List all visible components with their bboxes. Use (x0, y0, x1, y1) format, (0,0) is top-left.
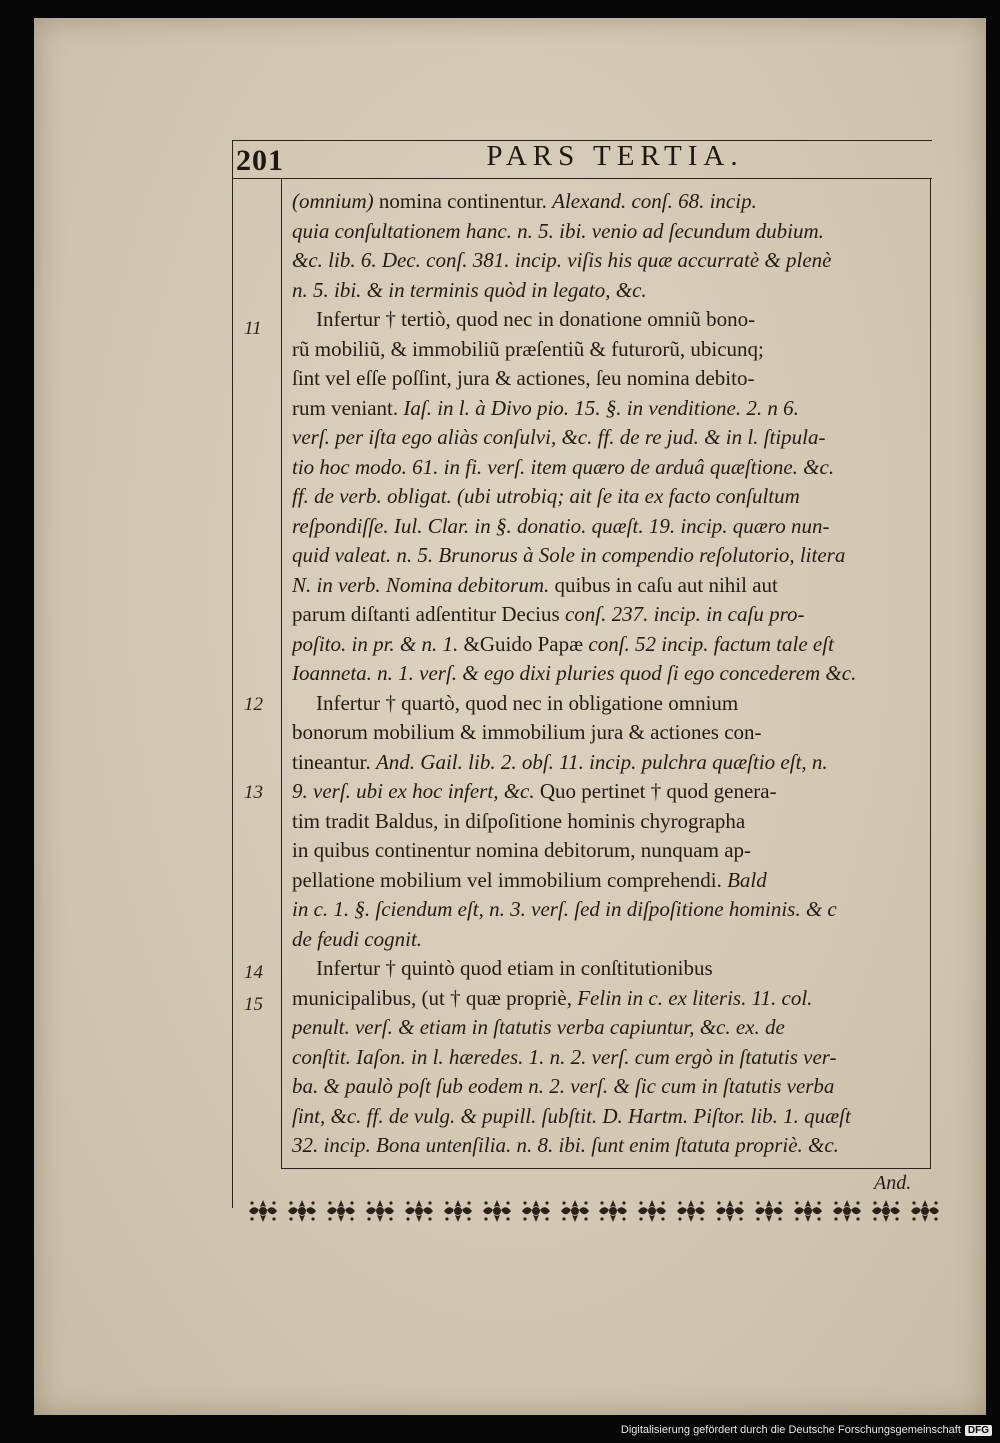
text-line (292, 305, 928, 335)
citation-text: n. 5. ibi. & in terminis quòd in legato, &c. (292, 277, 647, 302)
text-line (292, 600, 928, 630)
digitization-credit (621, 1424, 992, 1436)
text-line (292, 394, 928, 424)
fleuron-ornament-icon (908, 1198, 942, 1224)
margin-number: 13 (244, 782, 263, 803)
text-line (292, 246, 928, 276)
text-line (292, 925, 928, 955)
citation-text: ſint, &c. ff. de vulg. & pupill. ſubſtit. D. Hartm. Piſtor. lib. 1. quæſt (292, 1103, 851, 1128)
citation-text: de feudi cognit. (292, 926, 423, 951)
text-line (292, 482, 928, 512)
fleuron-ornament-icon (791, 1198, 825, 1224)
fleuron-ornament-icon (480, 1198, 514, 1224)
citation-text: 9. verſ. ubi ex hoc infert, &c. (292, 779, 540, 803)
body-text (292, 187, 928, 1161)
text-line (292, 453, 928, 483)
fleuron-ornament-icon (441, 1198, 475, 1224)
margin-number: 14 (244, 962, 263, 983)
citation-text: verſ. per iſta ego aliàs conſulvi, &c. ff. de re jud. & in l. ſtipula- (292, 425, 826, 449)
body-run: tineantur. (292, 749, 376, 774)
citation-text: in c. 1. §. ſciendum eſt, n. 3. verſ. ſed in diſpoſitione hominis. & c (292, 897, 837, 921)
body-run: municipalibus, (ut † quæ propriè, (292, 985, 578, 1010)
body-run: bonorum mobilium & immobilium jura & actiones con- (292, 720, 762, 744)
text-line (292, 954, 928, 984)
fleuron-ornament-icon (752, 1198, 786, 1224)
body-run: Infertur † quintò quod etiam in conſtitutionibus (316, 956, 713, 980)
body-run: Quo pertinet † quod genera- (539, 779, 777, 803)
body-run: Infertur † quartò, quod nec in obligatione omnium (316, 690, 739, 715)
text-line (292, 1043, 928, 1073)
text-line (292, 364, 928, 394)
citation-text: conſ. 52 incip. factum tale eſt (588, 631, 834, 656)
citation-text: ba. & paulò poſt ſub eodem n. 2. verſ. & ſic cum in ſtatutis verba (292, 1074, 835, 1098)
text-line (292, 895, 928, 925)
text-line (292, 689, 928, 719)
fleuron-ornament-icon (285, 1198, 319, 1224)
fleuron-ornament-icon (596, 1198, 630, 1224)
text-line (292, 866, 928, 896)
text-line (292, 777, 928, 807)
text-line (292, 836, 928, 866)
body-run: nomina continentur. (378, 189, 553, 213)
citation-text: tio hoc modo. 61. in fi. verſ. item quæro de arduâ quæſtione. &c. (292, 454, 835, 479)
ornament-band (246, 1196, 942, 1226)
page-number: 201 (236, 144, 284, 177)
margin-number: 15 (244, 994, 263, 1015)
text-line (292, 748, 928, 778)
body-run: in quibus continentur nomina debitorum, nunquam ap- (292, 838, 752, 862)
text-line (292, 718, 928, 748)
body-run: parum diſtanti adſentitur Decius (292, 602, 565, 626)
fleuron-ornament-icon (713, 1198, 747, 1224)
citation-text: (omnium) (292, 189, 379, 213)
text-line (292, 541, 928, 571)
citation-text: quia conſultationem hanc. n. 5. ibi. venio ad ſecundum dubium. (292, 218, 824, 243)
citation-text: penult. verſ. & etiam in ſtatutis verba capiuntur, &c. ex. de (292, 1015, 785, 1039)
fleuron-ornament-icon (674, 1198, 708, 1224)
citation-text: conſtit. Iaſon. in l. hæredes. 1. n. 2. verſ. cum ergò in ſtatutis ver- (292, 1044, 837, 1069)
frame-rule-right (930, 178, 931, 1168)
citation-text: Iaſ. in l. à Divo pio. 15. §. in venditione. 2. n 6. (403, 395, 799, 420)
text-line (292, 423, 928, 453)
header-rule (232, 178, 932, 179)
margin-number: 11 (244, 318, 262, 339)
text-line (292, 187, 928, 217)
frame-rule-bottom (281, 1168, 931, 1169)
body-run: &Guido Papæ (463, 631, 589, 656)
fleuron-ornament-icon (402, 1198, 436, 1224)
fleuron-ornament-icon (869, 1198, 903, 1224)
citation-text: quid valeat. n. 5. Brunorus à Sole in compendio reſolutorio, litera (292, 543, 846, 567)
fleuron-ornament-icon (324, 1198, 358, 1224)
text-line (292, 984, 928, 1014)
citation-text: ff. de verb. obligat. (ubi utrobiq; ait ſe ita ex facto conſultum (292, 484, 800, 508)
text-line (292, 571, 928, 601)
body-run: Infertur † tertiò, quod nec in donatione omniũ bono- (316, 307, 756, 331)
margin-number: 12 (244, 694, 263, 715)
citation-text: conſ. 237. incip. in caſu pro- (564, 602, 805, 626)
catchword: And. (874, 1172, 912, 1194)
text-line (292, 659, 928, 689)
fleuron-ornament-icon (519, 1198, 553, 1224)
text-line (292, 1131, 928, 1161)
fleuron-ornament-icon (558, 1198, 592, 1224)
fleuron-ornament-icon (635, 1198, 669, 1224)
text-line (292, 512, 928, 542)
body-run: pellatione mobilium vel immobilium comprehendi. (292, 867, 728, 892)
text-line (292, 1102, 928, 1132)
citation-text: Alexand. conſ. 68. incip. (552, 189, 757, 213)
credit-text: Digitalisierung gefördert durch die Deutsche Forschungsgemeinschaft (620, 1424, 961, 1436)
body-run: rũ mobiliũ, & immobiliũ præſentiũ & futurorũ, ubicunq; (292, 336, 764, 361)
citation-text: N. in verb. Nomina debitorum. (292, 572, 555, 597)
citation-text: Ioanneta. n. 1. verſ. & ego dixi pluries quod ſi ego concederem &c. (292, 661, 857, 685)
citation-text: 32. incip. Bona untenſilia. n. 8. ibi. ſunt enim ſtatuta propriè. &c. (292, 1133, 839, 1157)
citation-text: Bald (727, 867, 767, 892)
text-line (292, 1013, 928, 1043)
text-line (292, 1072, 928, 1102)
running-head: PARS TERTIA. (486, 140, 744, 172)
text-line (292, 276, 928, 306)
citation-text: Felin in c. ex literis. 11. col. (577, 985, 813, 1010)
citation-text: poſito. in pr. & n. 1. (292, 631, 464, 656)
text-line (292, 807, 928, 837)
citation-text: &c. lib. 6. Dec. conſ. 381. incip. viſis his quæ accurratè & plenè (292, 248, 832, 272)
frame-rule-left (232, 140, 233, 1208)
text-line (292, 630, 928, 660)
body-run: rum veniant. (292, 395, 404, 420)
dfg-logo-icon: DFG (965, 1425, 992, 1436)
citation-text: And. Gail. lib. 2. obſ. 11. incip. pulchra quæſtio eſt, n. (375, 749, 828, 774)
fleuron-ornament-icon (830, 1198, 864, 1224)
margin-rule (281, 178, 282, 1168)
fleuron-ornament-icon (363, 1198, 397, 1224)
text-line (292, 217, 928, 247)
body-run: tim tradit Baldus, in diſpoſitione hominis chyrographa (292, 808, 746, 833)
body-run: ſint vel eſſe poſſint, jura & actiones, ſeu nomina debito- (292, 366, 755, 390)
citation-text: reſpondiſſe. Iul. Clar. in §. donatio. quæſt. 19. incip. quæro nun- (292, 513, 830, 538)
fleuron-ornament-icon (246, 1198, 280, 1224)
text-line (292, 335, 928, 365)
body-run: quibus in caſu aut nihil aut (554, 572, 778, 597)
